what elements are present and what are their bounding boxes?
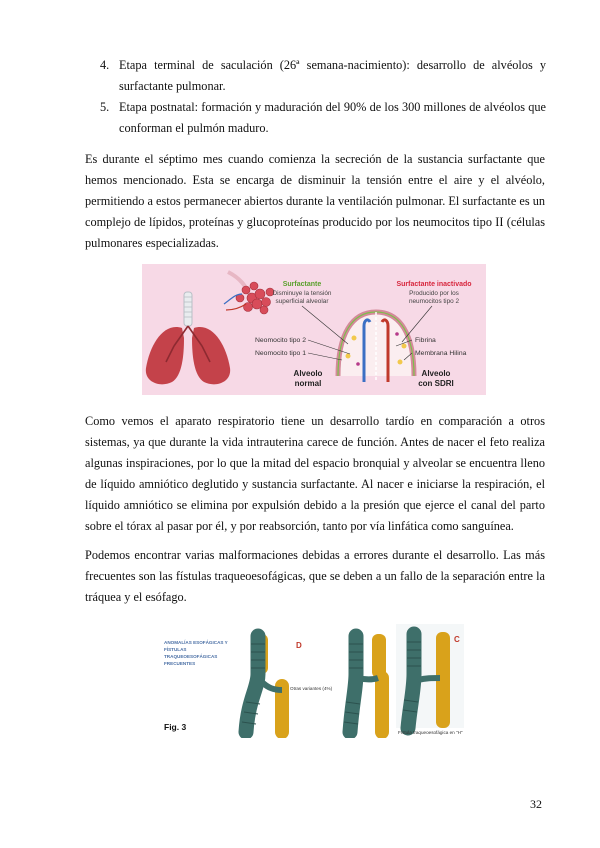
- list-text: Etapa terminal de saculación (26ª semana-nacimiento): desarrollo de alvéolos y surfactante pulmonar.: [119, 58, 546, 93]
- paragraph-respiratory-development: Como vemos el aparato respiratorio tiene un desarrollo tardío en comparación a otros sistemas, ya que durante la vida intrauterina carece de función. Antes de nacer el feto realiza algunas inspiraciones, por lo que la mitad del espacio bronquial y alveolar se encuentra lleno de líquido amniótico deglutido y sustancia surfactante. Al nacer e iniciarse la respiración, el líquido amniótico se elimina por expulsión debido a la presión que ejerce el canal del parto sobre el tórax al pasar por él, y por reabsorción, tanto por vía linfática como sanguínea.: [85, 414, 545, 533]
- variant-letter-d: D: [296, 641, 302, 650]
- fistula-illustration: [160, 624, 472, 738]
- pneumocyte-2-label: Neomocito tipo 2: [254, 337, 306, 344]
- surfactant-desc-line: superficial alveolar: [275, 298, 329, 305]
- alveolus-illustration: [142, 264, 486, 395]
- figure-title-line: FÍSTULAS: [164, 647, 187, 652]
- normal-alveolus-label: Alveolo: [293, 369, 323, 378]
- surfactant-desc-line: Disminuye la tensión: [272, 290, 332, 297]
- figure-title-line: FRECUENTES: [164, 661, 196, 666]
- list-text: Etapa postnatal: formación y maduración del 90% de los 300 millones de alvéolos que conforman el pulmón maduro.: [119, 100, 546, 135]
- figure-number: Fig. 3: [164, 722, 187, 732]
- paragraph-surfactant: Es durante el séptimo mes cuando comienza la secreción de la sustancia surfactante que hemos mencionado. Esta se encarga de disminuir la tensión entre el aire y el alvéolo, permitiendo a estos permanecer abiertos durante la ventilación pulmonar. El surfactante es un complejo de lípidos, proteínas y glucoproteínas producido por los neumocitos tipo II (células pulmonares especializadas.: [85, 152, 545, 250]
- list-item: [100, 55, 546, 97]
- pneumocyte-1-label: Neomocito tipo 1: [254, 350, 306, 357]
- variant-caption: Fístula traqueoesofágica en "H": [398, 730, 463, 735]
- inactive-desc-line: Producido por los: [409, 290, 459, 297]
- fistula-variant-2: [344, 634, 386, 732]
- tracheoesophageal-fistula-figure: [160, 624, 472, 738]
- list-number: 5.: [100, 100, 110, 114]
- normal-alveolus-label: normal: [294, 379, 322, 388]
- sdri-alveolus-label: Alveolo: [421, 369, 451, 378]
- sdri-alveolus-label: con SDRI: [418, 379, 454, 388]
- page-number: 32: [530, 797, 542, 811]
- variant-letter-c: C: [454, 635, 460, 644]
- alveolus-surfactant-figure: [142, 264, 486, 395]
- fibrin-label: Fibrina: [415, 337, 436, 344]
- figure-title-line: ANOMALÍAS ESOFÁGICAS Y: [164, 640, 228, 645]
- fistula-variant-3: [396, 624, 464, 735]
- fistula-variant-1: [242, 634, 333, 732]
- list-item: [100, 97, 546, 139]
- inactive-desc-line: neumocitos tipo 2: [408, 298, 460, 305]
- hyaline-membrane-label: Membrana Hilina: [415, 350, 467, 357]
- figure-title-line: TRAQUEOESOFÁGICAS: [164, 654, 218, 659]
- list-number: 4.: [100, 58, 110, 72]
- variant-caption: Otras variantes (4%): [290, 686, 333, 691]
- inactive-surfactant-label: Surfactante inactivado: [396, 281, 472, 288]
- paragraph-malformations: Podemos encontrar varias malformaciones debidas a errores durante el desarrollo. Las más frecuentes son las fístulas traqueoesofágicas, que se deben a un fallo de la separación entre la tráquea y el esófago.: [85, 548, 545, 604]
- surfactant-label: Surfactante: [282, 281, 322, 288]
